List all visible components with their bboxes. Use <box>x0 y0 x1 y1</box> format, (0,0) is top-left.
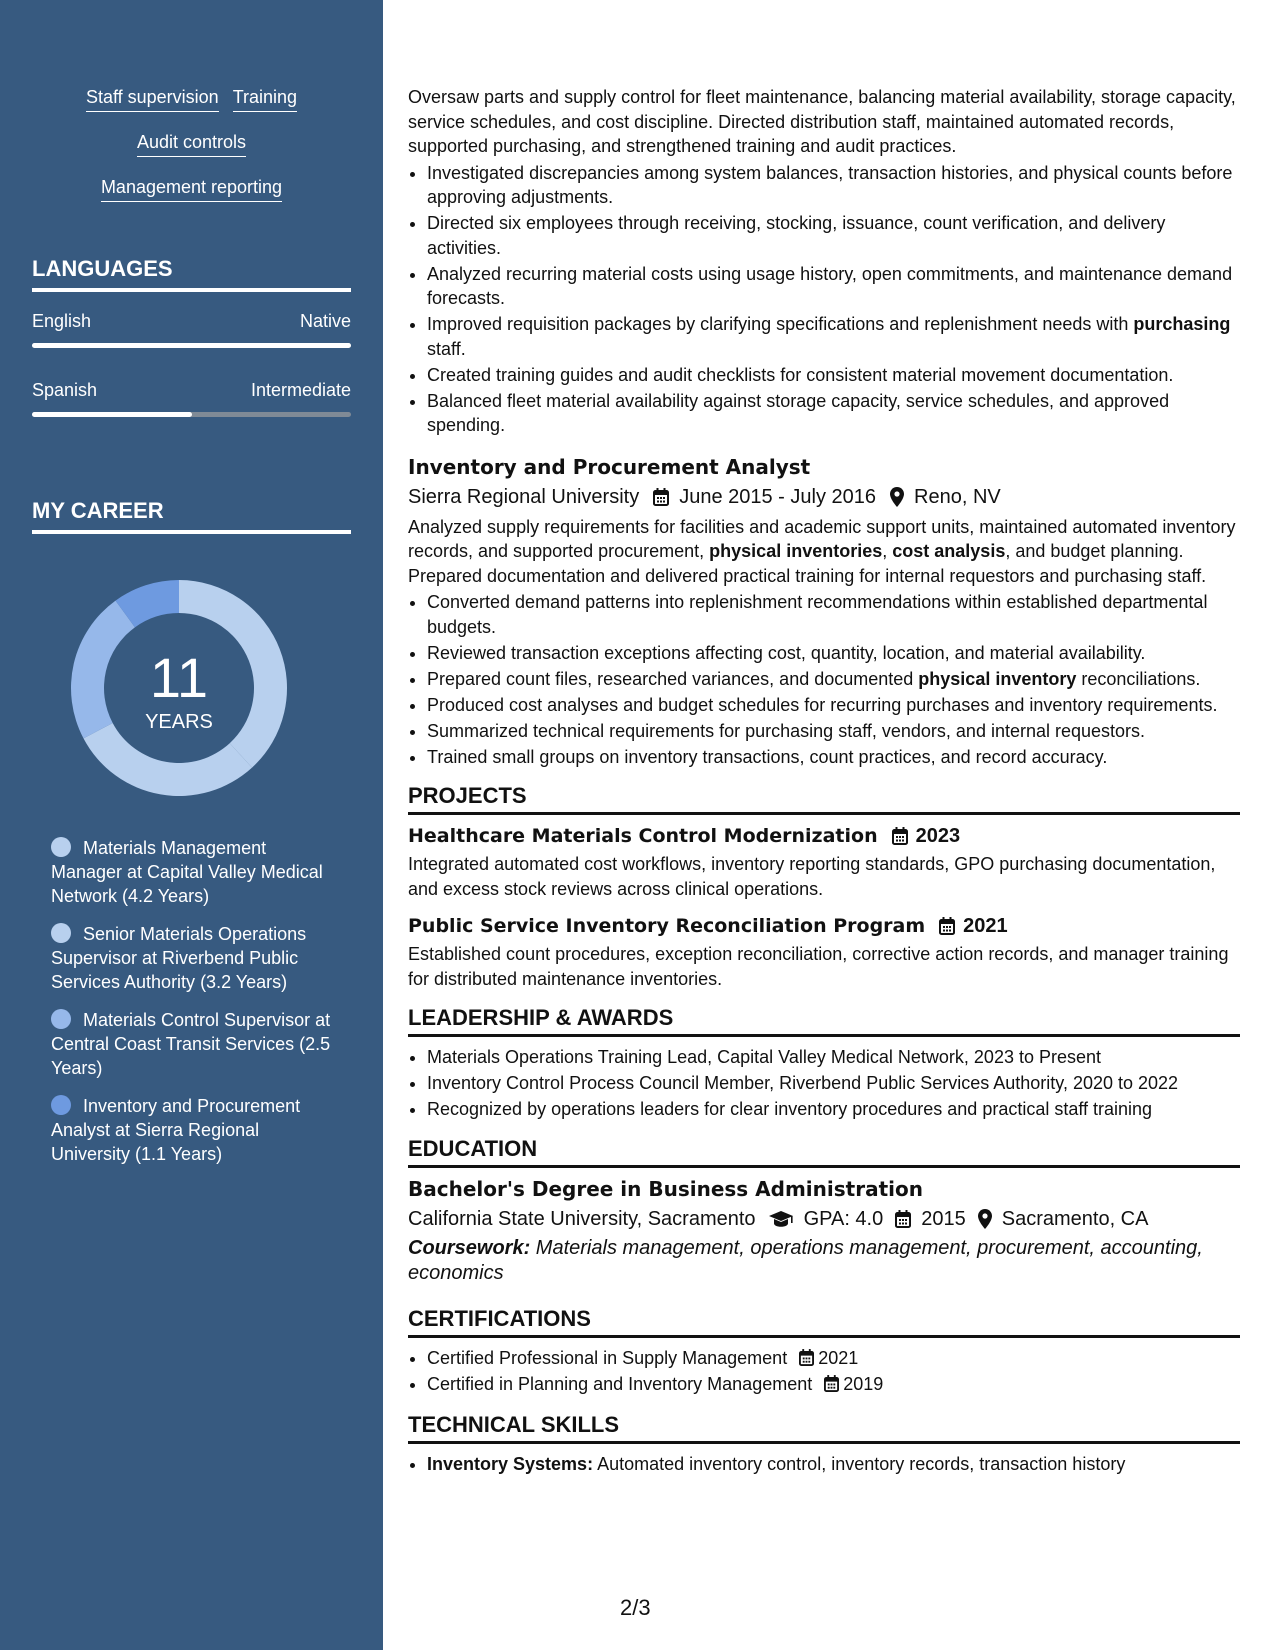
role-summary <box>408 515 1240 589</box>
language-name: English <box>32 311 92 331</box>
language-bar <box>32 412 351 417</box>
career-legend <box>51 836 341 1180</box>
certification-name: Certified in Planning and Inventory Management <box>427 1373 813 1394</box>
project-item <box>408 913 1240 991</box>
language-bar <box>32 343 351 348</box>
bullet-item <box>427 312 1240 361</box>
language-spanish <box>32 379 351 417</box>
career-legend-item <box>51 1094 341 1166</box>
education-heading: EDUCATION <box>408 1136 1240 1168</box>
project-title: Public Service Inventory Reconciliation Program <box>408 915 926 937</box>
graduation-cap-icon <box>768 1210 794 1228</box>
technical-skill-text: Automated inventory control, inventory records, transaction history <box>593 1454 1126 1474</box>
bullet-text: Improved requisition packages by clarifying specifications and replenishment needs with <box>427 314 1134 334</box>
bullet-item: • Balanced fleet material availability against storage capacity, service schedules, and approved spending. <box>427 389 1240 438</box>
sidebar <box>0 0 383 1650</box>
coursework-label: Coursework: <box>408 1236 531 1259</box>
calendar-icon <box>939 917 955 935</box>
bullet-item: • Investigated discrepancies among system balances, transaction histories, and physical counts before approving adjustments. <box>427 161 1240 210</box>
school-name: California State University, Sacramento <box>408 1207 756 1230</box>
career-role-text: Senior Materials Operations Supervisor at Riverbend Public Services Authority (3.2 Years) <box>51 924 307 992</box>
career-role-text: Materials Control Supervisor at Central Coast Transit Services (2.5 Years) <box>51 1010 331 1078</box>
career-legend-item <box>51 836 341 908</box>
summary-keyword: cost analysis <box>892 541 1006 561</box>
bullet-item: • Reviewed transaction exceptions affecting cost, quantity, location, and material availability. <box>427 641 1240 666</box>
technical-skill-item <box>427 1452 1240 1477</box>
career-legend-item <box>51 1008 341 1080</box>
language-bar-fill <box>32 343 351 348</box>
certification-year: 2019 <box>843 1373 884 1394</box>
skill-tag: Audit controls <box>137 131 246 157</box>
calendar-icon <box>799 1349 814 1366</box>
page-number: 2/3 <box>620 1595 651 1620</box>
bullet-item: • Recognized by operations leaders for clear inventory procedures and practical staff training <box>427 1097 1240 1122</box>
certification-year: 2021 <box>818 1347 859 1368</box>
legend-dot <box>51 837 71 857</box>
career-donut-chart <box>66 575 292 801</box>
skill-tag: Staff supervision <box>86 86 219 112</box>
bullet-keyword: physical inventory <box>918 668 1077 689</box>
career-total-number: 11 <box>149 646 209 709</box>
bullet-item <box>427 667 1240 692</box>
legend-dot <box>51 1009 71 1029</box>
leadership-heading: LEADERSHIP & AWARDS <box>408 1005 1240 1037</box>
graduation-year: 2015 <box>921 1207 966 1230</box>
project-title-row <box>408 823 1240 849</box>
project-year: 2021 <box>963 915 1008 937</box>
career-role-text: Inventory and Procurement Analyst at Sierra Regional University (1.1 Years) <box>51 1096 301 1164</box>
summary-text: Analyzed supply requirements for facilities and academic support units, maintained automated inventory records, and supported procurement, <box>408 516 1236 561</box>
summary-text: , and budget planning. Prepared documentation and delivered practical training for internal requestors and purchasing staff. <box>408 541 1207 586</box>
bullet-item: • Produced cost analyses and budget schedules for recurring purchases and inventory requirements. <box>427 693 1240 718</box>
bullet-item: • Directed six employees through receiving, stocking, issuance, count verification, and delivery activities. <box>427 211 1240 260</box>
language-level: Native <box>299 311 351 331</box>
location-pin-icon <box>978 1209 992 1229</box>
role-org: Sierra Regional University <box>408 485 640 508</box>
technical-skills-list <box>408 1452 1240 1477</box>
role-meta <box>408 484 1240 510</box>
certification-item <box>427 1346 1240 1371</box>
legend-dot <box>51 923 71 943</box>
project-year: 2023 <box>915 825 961 847</box>
bullet-item: • Trained small groups on inventory transactions, count practices, and record accuracy. <box>427 745 1240 770</box>
language-bar-fill <box>32 412 192 417</box>
language-english <box>32 310 351 348</box>
certifications-list <box>408 1346 1240 1397</box>
project-title: Healthcare Materials Control Modernization <box>408 825 878 847</box>
bullet-item: • Analyzed recurring material costs using usage history, open commitments, and maintenance demand forecasts. <box>427 262 1240 311</box>
bullet-item: • Inventory Control Process Council Member, Riverbend Public Services Authority, 2020 to 2022 <box>427 1071 1240 1096</box>
project-item <box>408 823 1240 901</box>
role-bullets <box>408 590 1240 769</box>
gpa: GPA: 4.0 <box>803 1207 884 1230</box>
experience-summary: Oversaw parts and supply control for fleet maintenance, balancing material availability, storage capacity, service schedules, and cost discipline. Directed distribution staff, maintained automated records, supported purchasing, and strengthened training and audit practices. <box>408 87 1236 156</box>
language-name: Spanish <box>32 380 98 400</box>
calendar-icon <box>892 827 908 845</box>
coursework <box>408 1236 1240 1286</box>
legend-dot <box>51 1095 71 1115</box>
bullet-item: • Created training guides and audit checklists for consistent material movement documentation. <box>427 363 1240 388</box>
summary-text: , <box>882 541 893 561</box>
technical-skills-heading: TECHNICAL SKILLS <box>408 1412 1240 1444</box>
bullet-item: • Materials Operations Training Lead, Capital Valley Medical Network, 2023 to Present <box>427 1045 1240 1070</box>
degree-title: Bachelor's Degree in Business Administration <box>408 1176 923 1201</box>
certification-item <box>427 1372 1240 1397</box>
calendar-icon <box>653 488 669 506</box>
project-description: Established count procedures, exception reconciliation, corrective action records, and manager training for distributed maintenance inventories. <box>408 944 1229 989</box>
skill-tag: Training <box>233 86 297 112</box>
bullet-keyword: purchasing <box>1133 314 1231 334</box>
languages-heading: LANGUAGES <box>32 256 351 292</box>
skills-list <box>32 86 351 221</box>
bullet-text: staff. <box>427 338 466 359</box>
leadership-list <box>408 1045 1240 1122</box>
calendar-icon <box>824 1375 839 1392</box>
certification-name: Certified Professional in Supply Management <box>427 1347 788 1368</box>
donut-segment-2 <box>83 723 252 796</box>
location-pin-icon <box>890 487 904 507</box>
calendar-icon <box>895 1210 911 1228</box>
donut-segment-3 <box>71 601 135 739</box>
bullet-text: reconciliations. <box>1076 668 1201 689</box>
bullet-text: Prepared count files, researched variances, and documented <box>427 668 919 689</box>
experience-bullets <box>408 161 1240 438</box>
main-content <box>408 85 1240 1478</box>
role-dates: June 2015 - July 2016 <box>679 485 877 508</box>
coursework-text: Materials management, operations management, procurement, accounting, economics <box>408 1236 1203 1284</box>
role-location: Reno, NV <box>914 485 1001 508</box>
bullet-item: • Converted demand patterns into replenishment recommendations within established departmental budgets. <box>427 590 1240 639</box>
career-legend-item <box>51 922 341 994</box>
career-total-unit: YEARS <box>145 711 213 733</box>
projects-heading: PROJECTS <box>408 783 1240 815</box>
career-heading: MY CAREER <box>32 498 351 534</box>
project-title-row <box>408 913 1240 939</box>
education-meta <box>408 1206 1240 1232</box>
language-level: Intermediate <box>250 380 351 400</box>
skill-tag: Management reporting <box>101 176 282 202</box>
technical-skill-label: Inventory Systems: <box>427 1454 594 1474</box>
career-role-text: Materials Management Manager at Capital Valley Medical Network (4.2 Years) <box>51 838 323 906</box>
school-location: Sacramento, CA <box>1001 1207 1149 1230</box>
role-title: Inventory and Procurement Analyst <box>408 454 811 479</box>
summary-keyword: physical inventories <box>709 541 883 561</box>
bullet-item: • Summarized technical requirements for purchasing staff, vendors, and internal requestors. <box>427 719 1240 744</box>
certifications-heading: CERTIFICATIONS <box>408 1306 1240 1338</box>
project-description: Integrated automated cost workflows, inventory reporting standards, GPO purchasing documentation, and excess stock reviews across clinical operations. <box>408 854 1216 899</box>
